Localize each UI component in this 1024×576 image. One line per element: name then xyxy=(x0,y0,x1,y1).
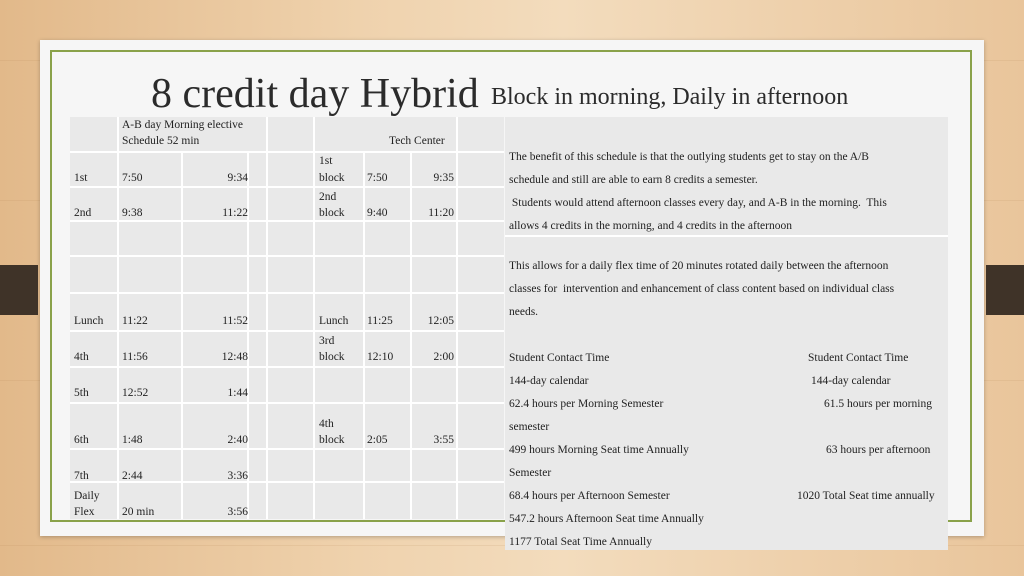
table-cell xyxy=(458,153,504,186)
table-cell xyxy=(183,257,247,292)
slide-title: 8 credit day Hybrid xyxy=(151,71,479,117)
block-label: 2nd xyxy=(319,191,337,203)
block-start: 9:40 xyxy=(367,207,388,219)
table-cell xyxy=(412,368,456,402)
block-label: block xyxy=(319,207,345,219)
block-label: 4th xyxy=(319,418,334,430)
contact-right-line: 63 hours per afternoon xyxy=(826,444,931,456)
left-schedule-header: A-B day Morning elective xyxy=(122,119,244,131)
period-label: Flex xyxy=(74,506,95,518)
table-cell xyxy=(412,222,456,255)
left-slide-tab xyxy=(0,265,38,315)
period-start: 9:38 xyxy=(122,207,143,219)
table-cell xyxy=(365,257,410,292)
benefit-text-line: The benefit of this schedule is that the outlying students get to stay on the A/B xyxy=(509,151,869,163)
period-start: 12:52 xyxy=(122,387,149,399)
table-cell xyxy=(412,483,456,519)
block-label: block xyxy=(319,351,345,363)
period-end: 1:44 xyxy=(227,387,248,399)
table-cell xyxy=(70,222,117,255)
contact-right-line: 1020 Total Seat time annually xyxy=(797,490,935,502)
contact-right-line: Student Contact Time xyxy=(808,352,909,364)
contact-left-line: 144-day calendar xyxy=(509,375,589,387)
block-start: 2:05 xyxy=(367,434,388,446)
table-cell xyxy=(249,257,266,292)
table-cell xyxy=(183,222,247,255)
table-cell xyxy=(458,188,504,220)
table-cell xyxy=(268,450,313,481)
block-start: 7:50 xyxy=(367,172,388,184)
table-cell xyxy=(249,368,266,402)
table-cell xyxy=(458,332,504,366)
period-start: 11:56 xyxy=(122,351,148,363)
period-label: 4th xyxy=(74,351,89,363)
benefit-text-line: allows 4 credits in the morning, and 4 credits in the afternoon xyxy=(509,220,792,232)
table-cell xyxy=(458,450,504,481)
contact-right-line: 144-day calendar xyxy=(811,375,891,387)
block-label: block xyxy=(319,172,345,184)
table-cell xyxy=(365,483,410,519)
contact-right-line: 61.5 hours per morning xyxy=(824,398,932,410)
contact-left-line: semester xyxy=(509,421,550,433)
table-cell xyxy=(249,294,266,330)
contact-left-line: 499 hours Morning Seat time Annually xyxy=(509,444,689,456)
block-label: 3rd xyxy=(319,335,335,347)
table-cell xyxy=(458,483,504,519)
period-end: 9:34 xyxy=(227,172,248,184)
table-cell xyxy=(268,483,313,519)
period-label: 5th xyxy=(74,387,89,399)
block-end: 12:05 xyxy=(427,315,454,327)
table-cell xyxy=(458,117,504,151)
period-end: 11:52 xyxy=(222,315,248,327)
table-cell xyxy=(412,450,456,481)
period-label: 1st xyxy=(74,172,88,184)
table-cell xyxy=(268,153,313,186)
table-cell xyxy=(458,368,504,402)
table-cell xyxy=(268,188,313,220)
flex-text-line: needs. xyxy=(509,306,539,318)
table-cell xyxy=(268,368,313,402)
contact-left-line: 68.4 hours per Afternoon Semester xyxy=(509,490,670,502)
table-cell xyxy=(268,257,313,292)
flex-text-line: classes for intervention and enhancement of class content based on individual class xyxy=(509,283,895,295)
table-cell xyxy=(365,450,410,481)
table-cell xyxy=(315,368,363,402)
table-cell xyxy=(365,222,410,255)
table-cell xyxy=(70,117,117,151)
table-cell xyxy=(315,222,363,255)
table-cell xyxy=(268,404,313,448)
period-start: 7:50 xyxy=(122,172,143,184)
table-cell xyxy=(315,257,363,292)
table-cell xyxy=(268,294,313,330)
right-slide-tab xyxy=(986,265,1024,315)
block-label: Lunch xyxy=(319,315,349,327)
table-cell xyxy=(412,257,456,292)
block-end: 2:00 xyxy=(433,351,454,363)
table-cell xyxy=(119,222,181,255)
table-cell xyxy=(268,332,313,366)
period-end: 3:56 xyxy=(227,506,248,518)
block-end: 11:20 xyxy=(428,207,454,219)
table-cell xyxy=(249,222,266,255)
benefit-text-line: Students would attend afternoon classes every day, and A-B in the morning. This xyxy=(509,197,887,209)
table-cell xyxy=(249,332,266,366)
contact-left-line: Student Contact Time xyxy=(509,352,610,364)
block-start: 11:25 xyxy=(367,315,393,327)
period-end: 11:22 xyxy=(222,207,248,219)
table-cell xyxy=(268,222,313,255)
period-label: 6th xyxy=(74,434,89,446)
flex-text-line: This allows for a daily flex time of 20 minutes rotated daily between the afternoon xyxy=(509,260,889,272)
period-end: 12:48 xyxy=(221,351,248,363)
period-start: 2:44 xyxy=(122,470,143,482)
contact-left-line: 547.2 hours Afternoon Seat time Annually xyxy=(509,513,704,525)
table-cell xyxy=(458,404,504,448)
table-cell xyxy=(249,188,266,220)
period-label: Daily xyxy=(74,490,100,502)
period-label: 2nd xyxy=(74,207,92,219)
contact-left-line: 62.4 hours per Morning Semester xyxy=(509,398,664,410)
tech-center-header: Tech Center xyxy=(389,135,445,147)
left-schedule-header-sub: Schedule 52 min xyxy=(122,135,200,147)
table-cell xyxy=(365,368,410,402)
table-cell xyxy=(119,257,181,292)
benefit-text-line: schedule and still are able to earn 8 credits a semester. xyxy=(509,174,758,186)
block-start: 12:10 xyxy=(367,351,394,363)
period-end: 3:36 xyxy=(227,470,248,482)
period-label: 7th xyxy=(74,470,89,482)
table-cell xyxy=(458,257,504,292)
period-start: 1:48 xyxy=(122,434,143,446)
period-start: 20 min xyxy=(122,506,155,518)
table-cell xyxy=(315,450,363,481)
period-end: 2:40 xyxy=(227,434,248,446)
table-cell xyxy=(268,117,313,151)
block-end: 9:35 xyxy=(433,172,454,184)
table-cell xyxy=(249,483,266,519)
block-label: 1st xyxy=(319,155,333,167)
contact-left-line: 1177 Total Seat Time Annually xyxy=(509,536,652,548)
slide-subtitle: Block in morning, Daily in afternoon xyxy=(491,84,849,110)
block-end: 3:55 xyxy=(433,434,454,446)
table-cell xyxy=(458,222,504,255)
table-cell xyxy=(315,483,363,519)
table-cell xyxy=(249,404,266,448)
table-cell xyxy=(458,294,504,330)
table-cell xyxy=(249,153,266,186)
table-cell xyxy=(70,257,117,292)
period-label: Lunch xyxy=(74,315,104,327)
period-start: 11:22 xyxy=(122,315,148,327)
block-label: block xyxy=(319,434,345,446)
contact-left-line: Semester xyxy=(509,467,552,479)
table-cell xyxy=(249,450,266,481)
